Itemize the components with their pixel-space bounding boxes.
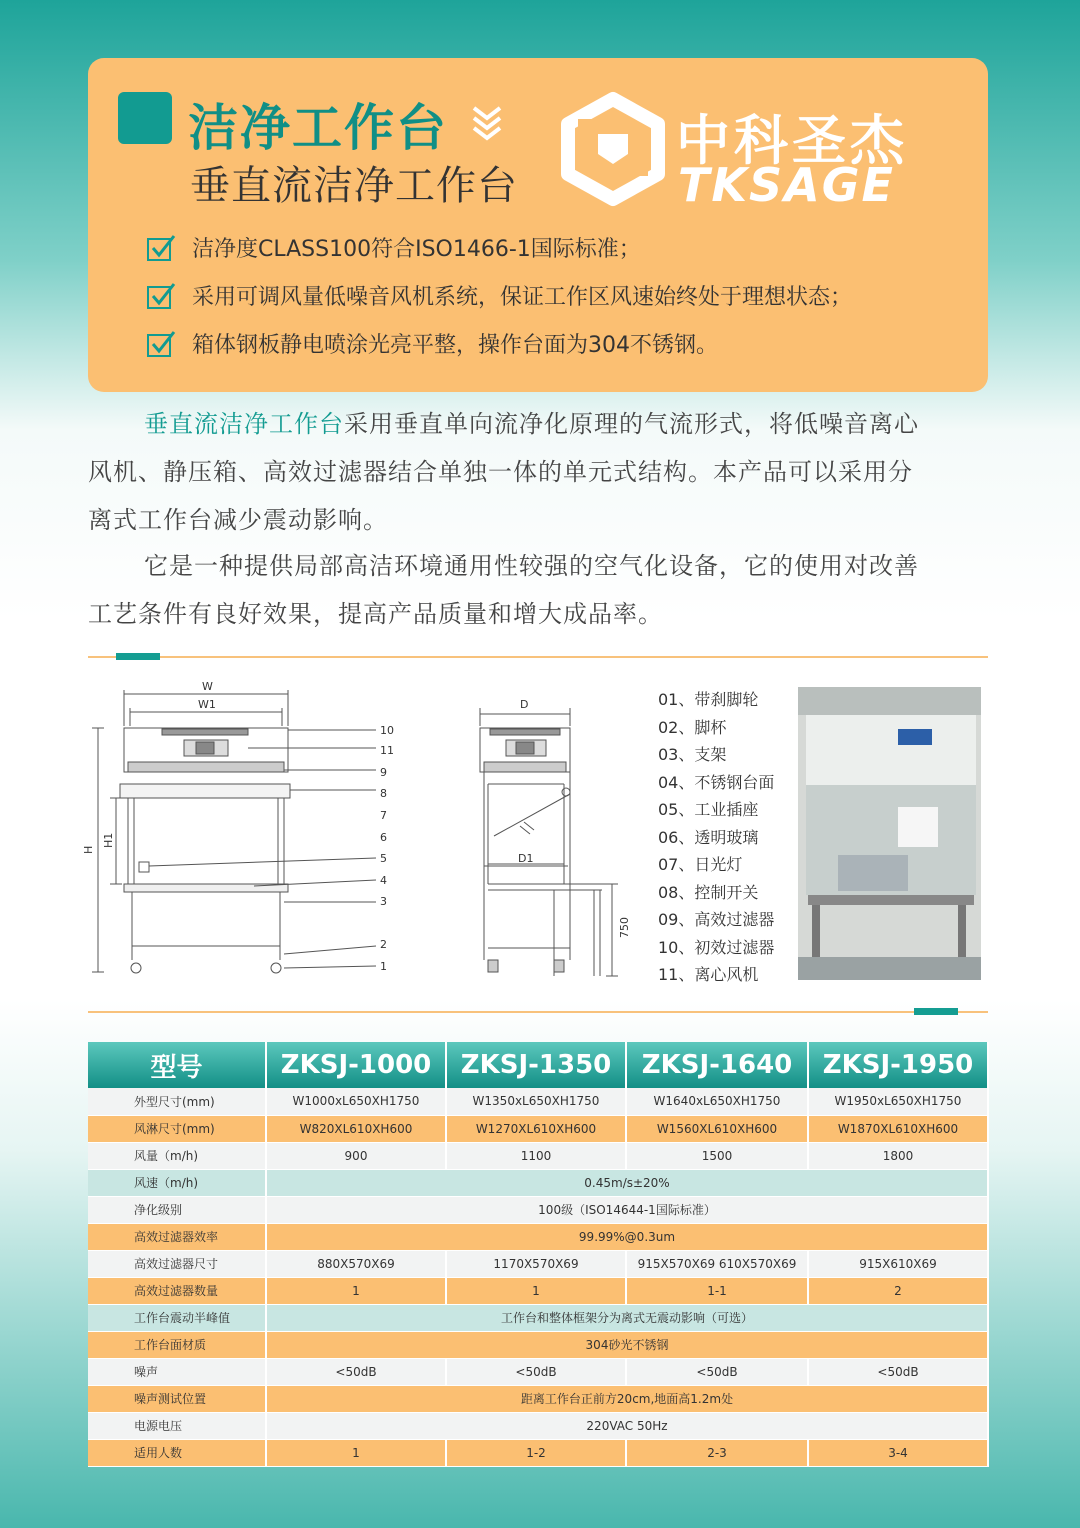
feature-item <box>146 232 641 263</box>
technical-drawing <box>84 676 644 986</box>
table-cell-label: 适用人数 <box>88 1439 266 1466</box>
table-cell-label: 外型尺寸(mm) <box>88 1088 266 1115</box>
table-row <box>88 1277 988 1304</box>
table-row <box>88 1196 988 1223</box>
table-row <box>88 1115 988 1142</box>
table-cell: 915X570X69 610X570X69 <box>626 1250 808 1277</box>
part-number-label: 1 <box>380 960 387 973</box>
table-cell: <50dB <box>808 1358 988 1385</box>
logo-english: TKSAGE <box>678 158 895 212</box>
feature-text: 箱体钢板静电喷涂光亮平整，操作台面为304不锈钢。 <box>192 333 718 358</box>
table-cell: 2 <box>808 1277 988 1304</box>
table-cell: W1270XL610XH600 <box>446 1115 626 1142</box>
divider-mark <box>914 1008 958 1015</box>
legend-item: 07、日光灯 <box>658 855 743 874</box>
table-cell: 915X610X69 <box>808 1250 988 1277</box>
table-cell: 1 <box>266 1439 446 1466</box>
table-cell: 900 <box>266 1142 446 1169</box>
legend-item: 05、工业插座 <box>658 800 759 819</box>
front-view-labels <box>82 680 394 973</box>
table-header: ZKSJ-1350 <box>446 1042 626 1088</box>
part-number-label: 8 <box>380 787 387 800</box>
table-cell: 工作台和整体框架分为离式无震动影响（可选） <box>266 1304 988 1331</box>
legend-item: 02、脚杯 <box>658 717 727 737</box>
table-cell: 距离工作台正前方20cm,地面高1.2m处 <box>266 1385 988 1412</box>
logo-chinese: 中科圣杰 <box>676 109 908 172</box>
description-text: 它是一种提供局部高洁环境通用性较强的空气化设备，它的使用对改善 <box>144 552 919 580</box>
side-view-drawing <box>480 708 618 976</box>
table-cell: W1000xL650XH1750 <box>266 1088 446 1115</box>
table-cell: W820XL610XH600 <box>266 1115 446 1142</box>
divider-mark <box>116 653 160 660</box>
table-cell: 1 <box>446 1277 626 1304</box>
legend-item: 10、初效过滤器 <box>658 937 775 957</box>
table-cell: <50dB <box>266 1358 446 1385</box>
table-cell: 880X570X69 <box>266 1250 446 1277</box>
checkbox-icon <box>146 234 176 262</box>
title-square-icon <box>118 92 172 144</box>
table-cell: 1800 <box>808 1142 988 1169</box>
table-cell-label: 高效过滤器效率 <box>88 1223 266 1250</box>
table-cell: 1-1 <box>626 1277 808 1304</box>
legend-item: 08、控制开关 <box>658 882 759 902</box>
table-row <box>88 1223 988 1250</box>
part-number-label: 3 <box>380 895 387 908</box>
table-cell: W1640xL650XH1750 <box>626 1088 808 1115</box>
table-row <box>88 1385 988 1412</box>
description-text: 风机、静压箱、高效过滤器结合单独一体的单元式结构。本产品可以采用分 <box>88 458 913 486</box>
table-row <box>88 1088 988 1115</box>
dimension-label-750: 750 <box>618 917 631 938</box>
legend-item: 06、透明玻璃 <box>658 827 759 847</box>
table-header: ZKSJ-1640 <box>626 1042 808 1088</box>
part-number-label: 6 <box>380 831 387 844</box>
table-row <box>88 1169 988 1196</box>
dimension-label-h1: H1 <box>102 832 115 848</box>
description-text: 工艺条件有良好效果，提高产品质量和增大成品率。 <box>88 600 663 628</box>
description-text: 采用垂直单向流净化原理的气流形式，将低噪音离心 <box>344 410 919 438</box>
page-subtitle: 垂直流洁净工作台 <box>190 163 518 209</box>
table-cell: 100级（ISO14644-1国际标准） <box>266 1196 988 1223</box>
page-title: 洁净工作台 <box>188 99 448 157</box>
part-number-label: 7 <box>380 809 387 822</box>
table-cell-label: 工作台面材质 <box>88 1331 266 1358</box>
table-cell-label: 高效过滤器尺寸 <box>88 1250 266 1277</box>
table-cell: 3-4 <box>808 1439 988 1466</box>
table-cell: W1870XL610XH600 <box>808 1115 988 1142</box>
table-cell: W1350xL650XH1750 <box>446 1088 626 1115</box>
table-cell: 0.45m/s±20% <box>266 1169 988 1196</box>
checkbox-icon <box>146 330 176 358</box>
header-panel <box>88 58 988 392</box>
table-cell: 304砂光不锈钢 <box>266 1331 988 1358</box>
table-cell: W1950xL650XH1750 <box>808 1088 988 1115</box>
table-cell-label: 工作台震动半峰值 <box>88 1304 266 1331</box>
table-cell-label: 电源电压 <box>88 1412 266 1439</box>
table-cell: 1170X570X69 <box>446 1250 626 1277</box>
front-view-drawing <box>92 690 376 973</box>
table-cell-label: 噪声 <box>88 1358 266 1385</box>
part-number-label: 5 <box>380 852 387 865</box>
table-row <box>88 1331 988 1358</box>
dimension-label-w1: W1 <box>198 698 216 711</box>
table-header: ZKSJ-1950 <box>808 1042 988 1088</box>
table-row <box>88 1358 988 1385</box>
dimension-label-w: W <box>202 680 213 693</box>
table-cell-label: 风量（m/h) <box>88 1142 266 1169</box>
feature-item <box>146 328 718 359</box>
table-cell: <50dB <box>446 1358 626 1385</box>
table-row <box>88 1412 988 1439</box>
legend-item: 09、高效过滤器 <box>658 910 775 929</box>
table-header-row <box>88 1042 988 1088</box>
description-text: 离式工作台减少震动影响。 <box>88 506 388 534</box>
feature-text: 采用可调风量低噪音风机系统，保证工作区风速始终处于理想状态； <box>192 285 853 310</box>
divider <box>88 1011 988 1013</box>
table-cell: W1560XL610XH600 <box>626 1115 808 1142</box>
table-row <box>88 1142 988 1169</box>
checkbox-icon <box>146 282 176 310</box>
logo-icon <box>558 94 668 204</box>
spec-table <box>88 1042 989 1467</box>
table-cell-label: 风速（m/h) <box>88 1169 266 1196</box>
table-cell: 1100 <box>446 1142 626 1169</box>
part-number-label: 4 <box>380 874 387 887</box>
divider <box>88 656 988 658</box>
description-paragraph-2 <box>88 542 998 638</box>
table-cell: <50dB <box>626 1358 808 1385</box>
part-number-label: 10 <box>380 724 394 737</box>
feature-text: 洁净度CLASS100符合ISO1466-1国际标准； <box>192 237 641 262</box>
table-cell: 1-2 <box>446 1439 626 1466</box>
dimension-label-d1: D1 <box>518 852 534 865</box>
table-cell-label: 高效过滤器数量 <box>88 1277 266 1304</box>
legend-item: 11、离心风机 <box>658 965 759 984</box>
chevron-down-icon <box>470 104 504 140</box>
legend-item: 04、不锈钢台面 <box>658 772 775 792</box>
feature-item <box>146 280 852 311</box>
table-header: 型号 <box>88 1042 266 1088</box>
table-row <box>88 1250 988 1277</box>
table-body <box>88 1088 988 1466</box>
table-header: ZKSJ-1000 <box>266 1042 446 1088</box>
part-number-label: 2 <box>380 938 387 951</box>
table-row <box>88 1439 988 1466</box>
dimension-label-d: D <box>520 698 529 711</box>
table-cell: 2-3 <box>626 1439 808 1466</box>
description-highlight: 垂直流洁净工作台 <box>144 410 344 438</box>
table-cell-label: 噪声测试位置 <box>88 1385 266 1412</box>
dimension-label-h: H <box>82 845 95 854</box>
product-photo <box>798 687 981 980</box>
table-cell-label: 风淋尺寸(mm) <box>88 1115 266 1142</box>
table-cell: 220VAC 50Hz <box>266 1412 988 1439</box>
part-number-label: 11 <box>380 744 394 757</box>
legend-item: 01、带刹脚轮 <box>658 690 759 709</box>
part-number-label: 9 <box>380 766 387 779</box>
description-paragraph-1 <box>88 400 998 544</box>
table-cell: 1500 <box>626 1142 808 1169</box>
legend-item: 03、支架 <box>658 745 727 764</box>
table-cell-label: 净化级别 <box>88 1196 266 1223</box>
table-row <box>88 1304 988 1331</box>
parts-legend <box>658 686 774 989</box>
table-cell: 99.99%@0.3um <box>266 1223 988 1250</box>
table-cell: 1 <box>266 1277 446 1304</box>
